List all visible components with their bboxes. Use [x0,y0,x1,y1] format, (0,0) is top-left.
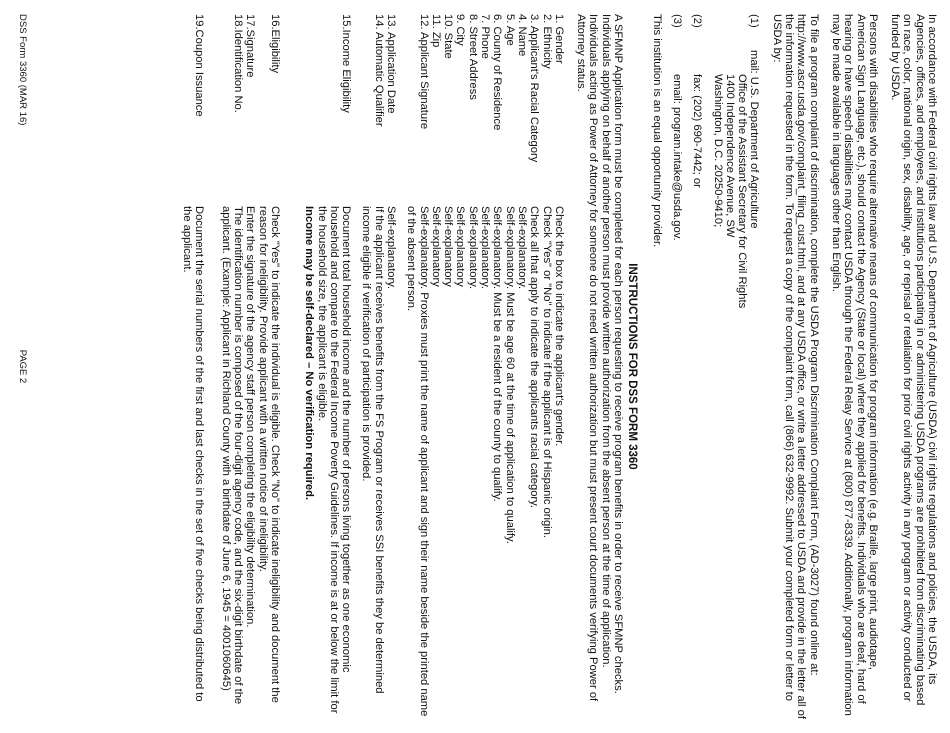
instruction-item-gender [553,14,565,719]
item-description: Self-explanatory. [385,206,398,290]
item-label: 7. Phone [479,14,492,59]
equal-opportunity-statement: This institution is an equal opportunity provider. [650,14,663,248]
item-label: 19.Coupon Issuance [193,14,206,117]
item-label: 14. Automatic Qualifier [372,14,385,127]
item-description: Self-explanatory. Must be age 60 at the time of application to qualify. [503,206,516,544]
instruction-item-race [528,14,540,719]
item-description: The identification number is composed of the four-digit agency code, and the six-digit birthdate of the applicant. (Example: Applicant in Richland County with a birthdate of June 6, 1945 = 400106064​5) [219,206,245,705]
item-label: 10. State [442,14,455,59]
contact-fax [691,14,703,719]
contact-number: (1) [748,14,761,28]
item-description: Self-explanatory. [515,206,528,290]
contact-number: (2) [691,14,704,28]
item-description: Self-explanatory. Proxies must print the name of applicant and sign their name beside the printed name of the absent person. [405,206,430,717]
item-label: 5. Age [503,14,516,46]
item-bold-note: Income may be self-declared – No verification required. [303,206,316,501]
contact-line: 1400 Independence Avenue, SW [723,74,736,238]
contact-line: mail: U.S. Department of Agriculture [748,50,761,229]
item-description: Enter the signature of the agency staff person completing the eligibility determination. [244,206,257,628]
civil-rights-paragraph: In accordance with Federal civil rights law and U.S. Department of Agriculture (USDA) civil rights regulations and policies, the USDA, its Agencies, offices, and employees, and institutions participating in or administering USDA programs are prohibited from discriminating based on race, color, national origin, sex, disability, age, or reprisal or retaliation for prior civil rights activity in any program or activity conducted or funded by USDA. [889,14,938,706]
item-label: 13. Application Date [385,14,398,114]
page-number: PAGE 2 [17,349,28,384]
contact-number: (3) [670,14,683,28]
item-description: Document the serial numbers of the first and last checks in the set of five checks being distributed to the applicant. [181,206,206,702]
item-label: 18.Identification No. [232,14,245,113]
instruction-item-zip [430,14,442,719]
item-label: 3. Applicant's Racial Category [528,14,541,163]
instructions-intro: A SFMNP Application form must be completed for each person requesting to receive program benefits in order to receive SFMNP checks. Individuals applying on behalf of another person must provide written authorization from the absent person at the time of application. Individuals acting as Power of Attorney for someone do not need written authorization but must present court documents verifying Power of Attorney status. [575,14,625,702]
disabilities-paragraph: Persons with disabilities who require alternative means of communication for program information (e.g. Braille, large print, audiotape, American Sign Language, etc.), should contact the Agency (State or local) where they applied for benefits. Individuals who are deaf, hard of hearing or have speech disabilities may contact USDA through the Federal Relay Service at (800) 877-8339. Additionally, program information may be made available in languages other than English. [829,14,879,716]
instruction-item-income [303,14,352,719]
item-description: Document total household income and the number of persons living together as one economic household and compare to the Federal Income Poverty Guidelines. If income is at or below the limit for the household size, the applicant is eligible. [315,206,353,714]
item-label: 9. City [454,14,467,46]
instructions-title: INSTRUCTIONS FOR DSS FORM 3360 [626,263,639,470]
item-description: Self-explanatory [454,206,467,287]
item-description: Check "Yes" or "No" to indicate if the applicant is of Hispanic origin. [540,206,553,538]
item-description: Self-explanatory [442,206,455,287]
item-description: Self-explanatory. [466,206,479,290]
item-description: Check "Yes" to indicate the individual is eligible. Check "No" to indicate ineligibility and document the reason for ineligibility. Provide applicant with a written notice of ineligibility. [256,206,281,703]
instruction-items [181,14,565,719]
instruction-item-age [503,14,515,719]
instruction-item-county [491,14,503,719]
item-description: Check all that apply to indicate the applicants racial category. [528,206,541,509]
instruction-item-street [467,14,479,719]
instruction-item-coupon-issuance [181,14,206,719]
contact-line: fax: (202) 690-7442; or [691,74,704,188]
instruction-item-phone [479,14,491,719]
instruction-item-city [454,14,466,719]
item-label: 1. Gender [552,14,565,64]
contact-methods [671,14,761,719]
contact-mail [711,14,760,719]
instruction-item-automatic-qualifier [360,14,385,719]
item-description: If the applicant receives benefits from the FS Program or receives SSI benefits they be determined income eligible if verification of participation is provided. [360,206,385,694]
instruction-item-application-date [385,14,397,719]
contact-line: Washington, D.C. 20250-9410; [711,74,724,228]
contact-email [671,14,683,719]
item-label: 12. Applicant Signature [417,14,430,130]
instruction-item-name [516,14,528,719]
item-label: 4. Name [515,14,528,57]
instruction-item-identification [219,14,244,719]
item-label: 11. Zip [429,14,442,48]
item-description: Self-explanatory. Must be a resident of the county to qualify. [491,206,504,502]
item-label: 2. Ethnicity [540,14,553,69]
contact-line: email: program.intake@usda.gov. [670,74,683,241]
instruction-item-state [442,14,454,719]
complaint-paragraph: To file a program complaint of discrimination, complete the USDA Program Discrimination Complaint Form, (AD-3027) found online at: http://www.ascr.usda.gov/complaint_filing_cust.html, and at any USDA office, or write a letter addressed to USDA and provide in the letter all of the information requested in the form. To request a copy of the complaint form, call (866) 632-9992. Submit your completed form or letter to USDA by: [770,14,820,719]
instruction-item-signature [405,14,430,719]
item-description: Self-explanatory. [479,206,492,290]
item-description: Self-explanatory [429,206,442,287]
instruction-item-ethnicity [540,14,552,719]
item-label: 8. Street Address [466,14,479,100]
instruction-item-eligibility [256,14,281,719]
item-label: 15.Income Eligibility [340,14,353,113]
item-description: Check the box to indicate the applicant's gender. [552,206,565,447]
item-label: 6. County of Residence [491,14,504,131]
instruction-item-staff-signature [244,14,256,719]
item-label: 17.Signature [244,14,257,78]
item-label: 16.Eligibility [268,14,281,74]
form-identifier: DSS Form 3360 (MAR 16) [17,14,28,126]
contact-line: Office of the Assistant Secretary for Civil Rights [736,74,749,309]
